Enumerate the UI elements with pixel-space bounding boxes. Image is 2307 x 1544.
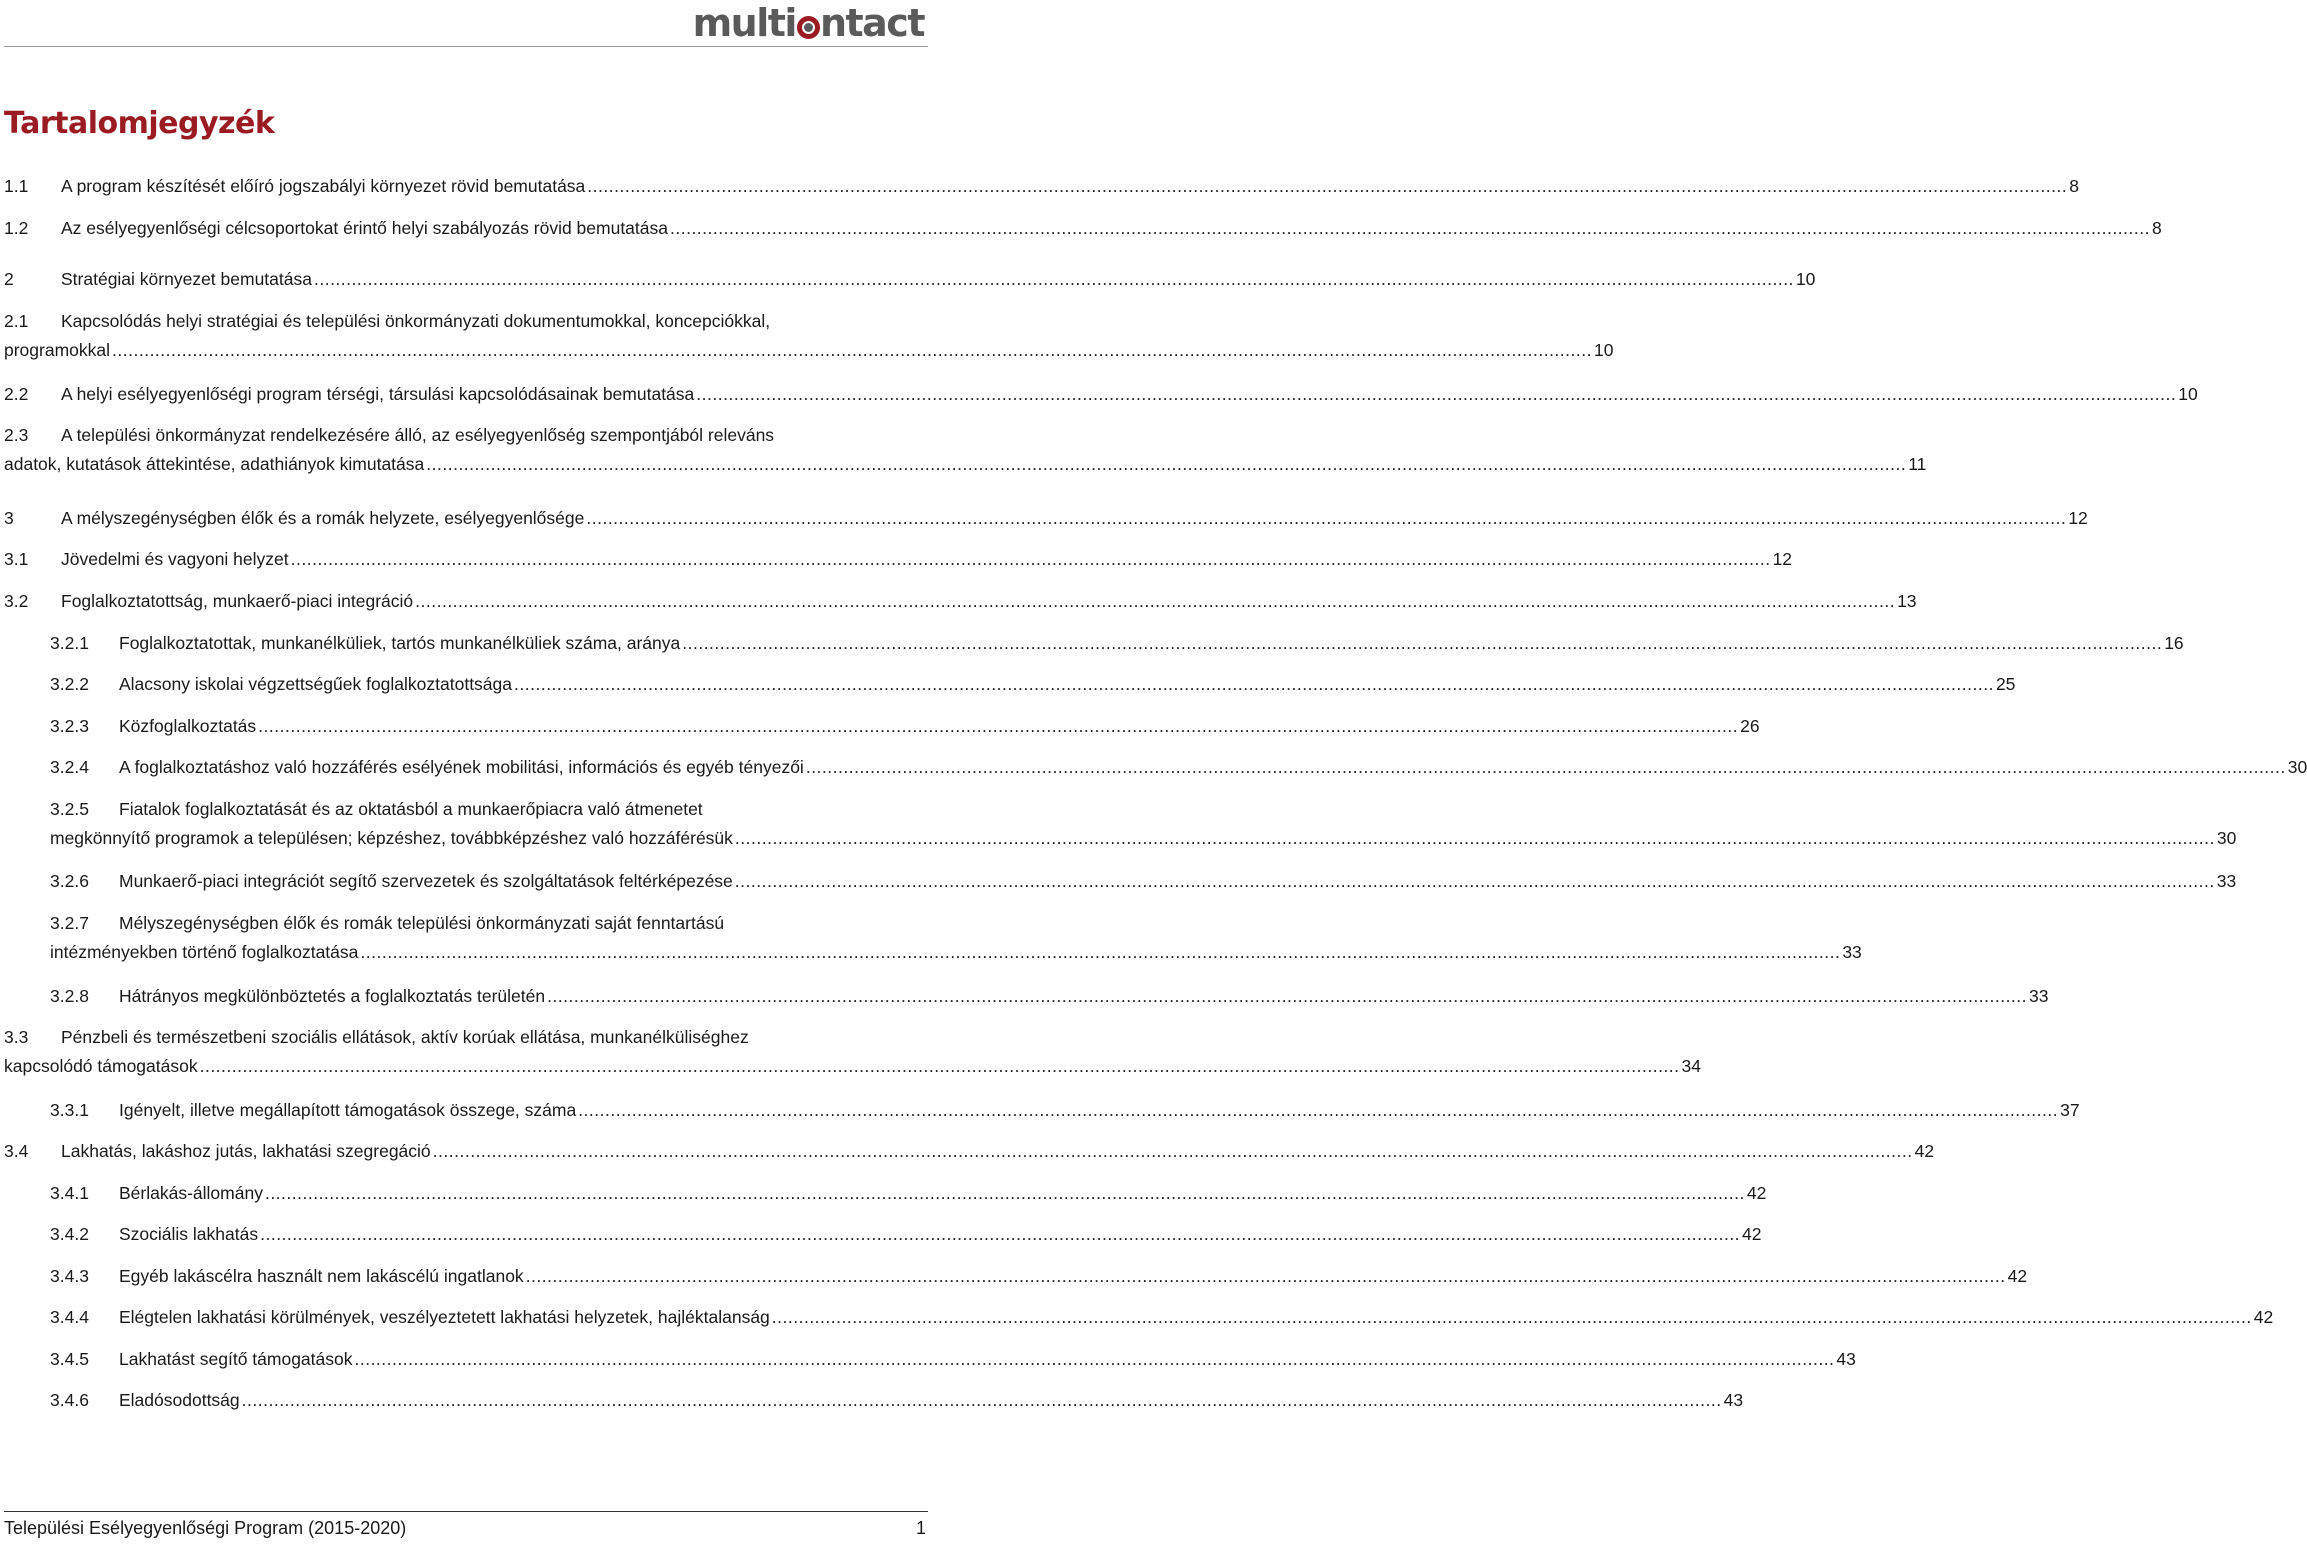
dot-leader — [242, 1386, 1722, 1415]
toc-entry-number: 3 — [4, 508, 14, 528]
toc-entry-number: 1.1 — [4, 176, 29, 196]
toc-entry-text: Igényelt, illetve megállapított támogatások összege, száma — [119, 1100, 577, 1120]
toc-entry-page: 37 — [2060, 1100, 2080, 1120]
dot-leader — [547, 982, 2027, 1011]
toc-entry-number: 3.2.7 — [50, 913, 89, 933]
toc-entry-number: 3.2.1 — [50, 633, 89, 653]
toc-entry-page: 42 — [2007, 1266, 2028, 1286]
dot-leader — [265, 1179, 1745, 1208]
logo-text-start: multi — [692, 1, 796, 45]
page-header — [0, 0, 960, 48]
footer-title: Települési Esélyegyenlőségi Program (2015-2020) — [4, 1518, 407, 1538]
toc-entry[interactable] — [4, 265, 1816, 294]
toc-entry-page: 12 — [1772, 549, 1793, 569]
footer-page-number: 1 — [915, 1518, 926, 1538]
toc-entry-page: 43 — [1836, 1349, 1856, 1369]
toc-entry[interactable] — [50, 795, 2237, 853]
dot-leader — [578, 1096, 2058, 1125]
toc-entry-text-cont: kapcsolódó támogatások — [4, 1056, 198, 1076]
dot-leader — [682, 629, 2162, 658]
toc-entry-text: Bérlakás-állomány — [119, 1183, 263, 1203]
toc-entry-number: 3.1 — [4, 549, 29, 569]
dot-leader — [587, 172, 2067, 201]
toc-entry[interactable] — [50, 629, 2184, 658]
multicontact-logo — [693, 0, 924, 46]
dot-leader — [433, 1137, 1913, 1166]
dot-leader — [670, 214, 2150, 243]
toc-entry-number: 2.2 — [4, 384, 29, 404]
toc-entry-number: 3.2 — [4, 591, 29, 611]
toc-entry-number: 2.3 — [4, 425, 29, 445]
toc-entry[interactable] — [50, 1303, 2274, 1332]
toc-entry-text: Mélyszegénységben élők és romák települési önkormányzati saját fenntartású — [119, 913, 725, 933]
toc-entry-page: 10 — [1593, 340, 1614, 360]
toc-entry[interactable] — [50, 1345, 1856, 1374]
toc-entry[interactable] — [4, 504, 2088, 533]
toc-entry[interactable] — [4, 587, 1917, 616]
dot-leader — [526, 1262, 2006, 1291]
dot-leader — [426, 450, 1906, 479]
toc-entry-page: 42 — [1914, 1141, 1935, 1161]
toc-entry-text: Munkaerő-piaci integrációt segítő szervezetek és szolgáltatások feltérképezése — [119, 871, 733, 891]
toc-entry-page: 8 — [2069, 176, 2079, 196]
toc-entry-number: 3.4.3 — [50, 1266, 89, 1286]
toc-entry[interactable] — [50, 1386, 1744, 1415]
toc-entry[interactable] — [50, 909, 1862, 967]
dot-leader — [735, 824, 2215, 853]
toc-entry-page: 42 — [1742, 1224, 1762, 1244]
toc-entry-number: 3.2.2 — [50, 674, 89, 694]
toc-entry-page: 30 — [2287, 757, 2307, 777]
toc-entry-number: 1.2 — [4, 218, 29, 238]
toc-title: Tartalomjegyzék — [4, 106, 275, 141]
toc-entry-number: 3.4.4 — [50, 1307, 89, 1327]
toc-entry-number: 3.4 — [4, 1141, 29, 1161]
header-divider — [4, 46, 928, 47]
footer-divider — [4, 1511, 928, 1512]
toc-entry-number: 3.2.8 — [50, 986, 89, 1006]
toc-entry[interactable] — [50, 1220, 1762, 1249]
toc-entry-text: Eladósodottság — [119, 1390, 240, 1410]
toc-entry-number: 3.4.2 — [50, 1224, 89, 1244]
dot-leader — [415, 587, 1895, 616]
dot-leader — [314, 265, 1794, 294]
dot-leader — [200, 1052, 1680, 1081]
toc-entry-text: Alacsony iskolai végzettségűek foglalkoztatottsága — [119, 674, 513, 694]
toc-entry-page: 26 — [1740, 716, 1760, 736]
toc-entry-page: 16 — [2164, 633, 2184, 653]
toc-entry[interactable] — [50, 982, 2049, 1011]
toc-entry[interactable] — [50, 712, 1760, 741]
toc-entry-text: Lakhatást segítő támogatások — [119, 1349, 353, 1369]
toc-entry-number: 3.4.6 — [50, 1390, 89, 1410]
dot-leader — [772, 1303, 2252, 1332]
toc-entry-number: 3.2.5 — [50, 799, 89, 819]
toc-entry[interactable] — [4, 1023, 1701, 1081]
dot-leader — [696, 380, 2176, 409]
logo-text-end: ntact — [819, 1, 924, 45]
toc-entry[interactable] — [4, 545, 1793, 574]
toc-entry-number: 3.2.4 — [50, 757, 89, 777]
toc-entry-text: A foglalkoztatáshoz való hozzáférés esélyének mobilitási, információs és egyéb tényezői — [119, 757, 804, 777]
toc-entry-page: 42 — [2253, 1307, 2274, 1327]
toc-entry-page: 13 — [1897, 591, 1917, 611]
toc-entry-text: Foglalkoztatottak, munkanélküliek, tartós munkanélküliek száma, aránya — [119, 633, 681, 653]
toc-entry-page: 10 — [1795, 269, 1816, 289]
toc-entry-text-cont: adatok, kutatások áttekintése, adathiányok kimutatása — [4, 454, 425, 474]
dot-leader — [806, 753, 2286, 782]
toc-entry-text-cont: megkönnyítő programok a településen; képzéshez, továbbképzéshez való hozzáférésük — [50, 828, 733, 848]
toc-entry-text: A helyi esélyegyenlőségi program térségi, társulási kapcsolódásainak bemutatása — [61, 384, 695, 404]
toc-entry-page: 33 — [2029, 986, 2049, 1006]
toc-entry-text: A mélyszegénységben élők és a romák helyzete, esélyegyenlősége — [61, 508, 585, 528]
dot-leader — [354, 1345, 1834, 1374]
toc-entry-text: Az esélyegyenlőségi célcsoportokat érintő helyi szabályozás rövid bemutatása — [61, 218, 668, 238]
toc-entry-text: Közfoglalkoztatás — [119, 716, 257, 736]
toc-entry-number: 3.2.6 — [50, 871, 89, 891]
toc-entry[interactable] — [50, 1179, 1767, 1208]
toc-entry-text: Pénzbeli és természetbeni szociális ellátások, aktív korúak ellátása, munkanélküliséghez — [61, 1027, 749, 1047]
toc-entry[interactable] — [50, 1262, 2028, 1291]
toc-entry[interactable] — [50, 753, 2307, 782]
toc-entry-text-cont: intézményekben történő foglalkoztatása — [50, 942, 359, 962]
toc-entry[interactable] — [50, 867, 2237, 896]
dot-leader — [291, 545, 1771, 574]
dot-leader — [514, 670, 1994, 699]
toc-entry-number: 3.3 — [4, 1027, 29, 1047]
toc-entry-number: 3.4.5 — [50, 1349, 89, 1369]
toc-entry-text: Stratégiai környezet bemutatása — [61, 269, 312, 289]
toc-entry-page: 10 — [2178, 384, 2198, 404]
toc-entry-text: Szociális lakhatás — [119, 1224, 259, 1244]
dot-leader — [260, 1220, 1740, 1249]
toc-entry-page: 33 — [2216, 871, 2237, 891]
toc-entry-text: Lakhatás, lakáshoz jutás, lakhatási szegregáció — [61, 1141, 431, 1161]
toc-entry-text: A program készítését előíró jogszabályi környezet rövid bemutatása — [61, 176, 586, 196]
toc-entry-number: 2 — [4, 269, 14, 289]
dot-leader — [586, 504, 2066, 533]
toc-entry-text-cont: programokkal — [4, 340, 111, 360]
toc-entry[interactable] — [4, 1137, 1935, 1166]
toc-entry[interactable] — [50, 1096, 2080, 1125]
toc-entry-text: A települési önkormányzat rendelkezésére álló, az esélyegyenlőség szempontjából releváns — [61, 425, 775, 445]
toc-entry-text: Egyéb lakáscélra használt nem lakáscélú ingatlanok — [119, 1266, 524, 1286]
toc-entry-page: 11 — [1908, 454, 1927, 474]
toc-entry-text: Fiatalok foglalkoztatását és az oktatásból a munkaerőpiacra való átmenetet — [119, 799, 703, 819]
toc-entry-page: 30 — [2216, 828, 2237, 848]
toc-entry-text: Jövedelmi és vagyoni helyzet — [61, 549, 289, 569]
dot-leader — [360, 938, 1840, 967]
logo-o-mark-icon — [797, 16, 820, 39]
toc-entry-text: Hátrányos megkülönböztetés a foglalkoztatás területén — [119, 986, 546, 1006]
toc-entry-page: 8 — [2151, 218, 2162, 238]
dot-leader — [112, 336, 1592, 365]
toc-entry[interactable] — [4, 307, 1614, 365]
dot-leader — [735, 867, 2215, 896]
toc-entry[interactable] — [4, 214, 2162, 243]
toc-entry-page: 42 — [1746, 1183, 1767, 1203]
toc-entry-page: 33 — [1842, 942, 1862, 962]
toc-entry-number: 3.4.1 — [50, 1183, 89, 1203]
toc-entry-number: 3.3.1 — [50, 1100, 89, 1120]
toc-entry-text: Foglalkoztatottság, munkaerő-piaci integráció — [61, 591, 414, 611]
toc-entry-page: 34 — [1681, 1056, 1701, 1076]
toc-entry[interactable] — [4, 172, 2079, 201]
toc-entry-page: 43 — [1723, 1390, 1744, 1410]
toc-entry-page: 25 — [1995, 674, 2016, 694]
toc-entry[interactable] — [4, 421, 1927, 479]
dot-leader — [258, 712, 1738, 741]
toc-entry-number: 3.2.3 — [50, 716, 89, 736]
toc-entry-page: 12 — [2068, 508, 2088, 528]
toc-entry-text: Kapcsolódás helyi stratégiai és települési önkormányzati dokumentumokkal, koncepciókkal, — [61, 311, 771, 331]
toc-entry[interactable] — [4, 380, 2198, 409]
toc-entry[interactable] — [50, 670, 2016, 699]
toc-entry-number: 2.1 — [4, 311, 29, 331]
toc-entry-text: Elégtelen lakhatási körülmények, veszélyeztetett lakhatási helyzetek, hajléktalanság — [119, 1307, 770, 1327]
